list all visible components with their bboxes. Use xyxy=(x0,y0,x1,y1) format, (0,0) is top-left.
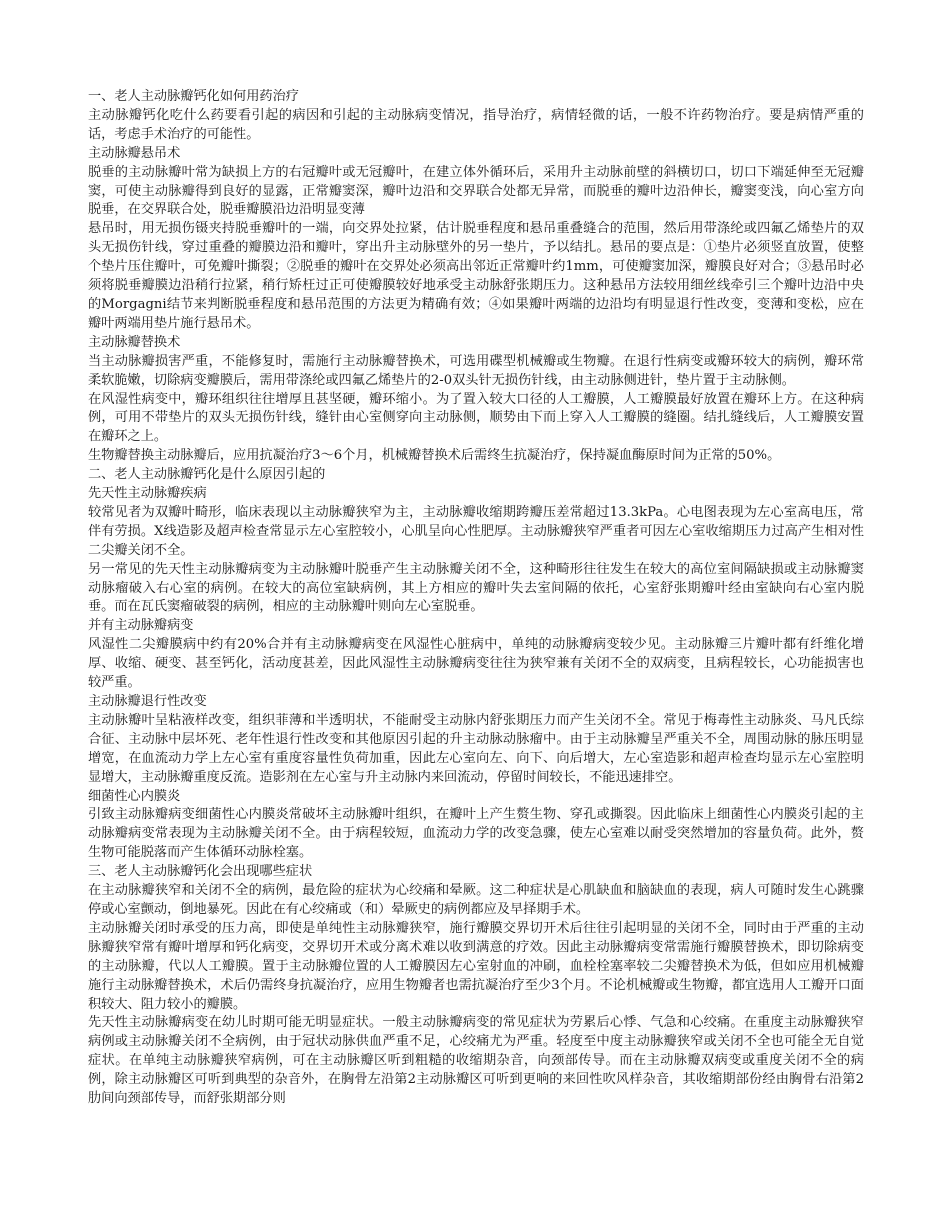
paragraph: 在风湿性病变中，瓣环组织往往增厚且甚坚硬，瓣环缩小。为了置入较大口径的人工瓣膜，人工瓣膜最好放置在瓣环上方。在这种病例，可用不带垫片的双头无损伤针线，缝针由心室侧穿向主动脉侧，顺势由下而上穿入人工瓣膜的缝圈。结扎缝线后，人工瓣膜安置在瓣环之上。 xyxy=(88,391,864,445)
document-body xyxy=(88,88,864,1109)
subsection-title: 并有主动脉瓣病变 xyxy=(88,618,194,634)
subsection-title: 主动脉瓣退行性改变 xyxy=(88,694,207,709)
paragraph: 悬吊时，用无损伤镊夹持脱垂瓣叶的一端，向交界处拉紧，估计脱垂程度和悬吊重叠缝合的范围，然后用带涤纶或四氟乙烯垫片的双头无损伤针线，穿过重叠的瓣膜边沿和瓣叶，穿出升主动脉壁外的另一垫片，予以结扎。悬吊的要点是：①垫片必须竖直放置，使整个垫片压住瓣叶，可免瓣叶撕裂；②脱垂的瓣叶在交界处必须高出邻近正常瓣叶约1mm，可使瓣窦加深，瓣膜良好对合；③悬吊时必须将脱垂瓣膜边沿稍行拉紧，稍行矫枉过正可使瓣膜较好地承受主动脉舒张期压力。这种悬吊方法较用细丝线牵引三个瓣叶边沿中央的Morgagni结节来判断脱垂程度和悬吊范围的方法更为精确有效；④如果瓣叶两端的边沿均有明显退行性改变，变薄和变松，应在瓣叶两端用垫片施行悬吊术。 xyxy=(88,221,864,331)
subsection-title: 先天性主动脉瓣疾病 xyxy=(88,486,207,502)
subsection-title: 细菌性心内膜炎 xyxy=(88,788,181,804)
subsection-title: 主动脉瓣悬吊术 xyxy=(88,145,181,161)
paragraph: 脱垂的主动脉瓣叶常为缺损上方的右冠瓣叶或无冠瓣叶，在建立体外循环后，采用升主动脉前壁的斜横切口，切口下端延伸至无冠瓣窦，可使主动脉瓣得到良好的显露，正常瓣窦深，瓣叶边沿和交界联合处都无异常，而脱垂的瓣叶边沿伸长，瓣窦变浅，向心室方向脱垂，在交界联合处，脱垂瓣膜沿边沿明显变薄 xyxy=(88,164,864,218)
section-heading: 一、老人主动脉瓣钙化如何用药治疗 xyxy=(88,89,299,104)
paragraph: 引致主动脉瓣病变细菌性心内膜炎常破坏主动脉瓣叶组织，在瓣叶上产生赘生物、穿孔或撕裂。因此临床上细菌性心内膜炎引起的主动脉瓣病变常表现为主动脉瓣关闭不全。由于病程较短，血流动力学的改变急骤，使左心室难以耐受突然增加的容量负荷。此外，赘生物可能脱落而产生体循环动脉栓塞。 xyxy=(88,807,864,861)
paragraph: 生物瓣替换主动脉瓣后，应用抗凝治疗3～6个月，机械瓣替换术后需终生抗凝治疗，保持凝血酶原时间为正常的50%。 xyxy=(88,448,781,464)
paragraph: 主动脉瓣钙化吃什么药要看引起的病因和引起的主动脉病变情况，指导治疗，病情轻微的话，一般不许药物治疗。要是病情严重的话，考虑手术治疗的可能性。 xyxy=(88,107,864,142)
section-heading: 二、老人主动脉瓣钙化是什么原因引起的 xyxy=(88,467,326,483)
paragraph: 风湿性二尖瓣膜病中约有20%合并有主动脉瓣病变在风湿性心脏病中，单纯的动脉瓣病变较少见。主动脉瓣三片瓣叶都有纤维化增厚、收缩、硬变、甚至钙化，活动度甚差，因此风湿性主动脉瓣病变往往为狭窄兼有关闭不全的双病变，且病程较长，心功能损害也较严重。 xyxy=(88,637,864,691)
paragraph: 另一常见的先天性主动脉瓣病变为主动脉瓣叶脱垂产生主动脉瓣关闭不全，这种畸形往往发生在较大的高位室间隔缺损或主动脉瓣窦动脉瘤破入右心室的病例。在较大的高位室缺病例，其上方相应的瓣叶失去室间隔的依托，心室舒张期瓣叶经由室缺向右心室内脱垂。而在瓦氏窦瘤破裂的病例，相应的主动脉瓣叶则向左心室脱垂。 xyxy=(88,561,864,615)
section-heading: 三、老人主动脉瓣钙化会出现哪些症状 xyxy=(88,864,313,880)
paragraph: 在主动脉瓣狭窄和关闭不全的病例，最危险的症状为心绞痛和晕厥。这二种症状是心肌缺血和脑缺血的表现，病人可随时发生心跳骤停或心室颤动，倒地暴死。因此在有心绞痛或（和）晕厥史的病例都应及早择期手术。 xyxy=(88,883,864,917)
subsection-title: 主动脉瓣替换术 xyxy=(88,334,181,350)
paragraph: 先天性主动脉瓣病变在幼儿时期可能无明显症状。一般主动脉瓣病变的常见症状为劳累后心悸、气急和心绞痛。在重度主动脉瓣狭窄病例或主动脉瓣关闭不全病例，由于冠状动脉供血严重不足，心绞痛尤为严重。轻度至中度主动脉瓣狭窄或关闭不全也可能全无自觉症状。在单纯主动脉瓣狭窄病例，可在主动脉瓣区听到粗糙的收缩期杂音，向颈部传导。而在主动脉瓣双病变或重度关闭不全的病例，除主动脉瓣区可听到典型的杂音外，在胸骨左沿第2主动脉瓣区可听到更响的来回性吹风样杂音，其收缩期部份经由胸骨右沿第2肋间向颈部传导，而舒张期部分则 xyxy=(88,1015,864,1107)
paragraph: 当主动脉瓣损害严重，不能修复时，需施行主动脉瓣替换术，可选用碟型机械瓣或生物瓣。在退行性病变或瓣环较大的病例，瓣环常柔软脆嫩，切除病变瓣膜后，需用带涤纶或四氟乙烯垫片的2-0双头针无损伤针线，由主动脉侧进针，垫片置于主动脉侧。 xyxy=(88,353,864,388)
paragraph: 主动脉瓣关闭时承受的压力高，即使是单纯性主动脉瓣狭窄，施行瓣膜交界切开术后往往引起明显的关闭不全，同时由于严重的主动脉瓣狭窄常有瓣叶增厚和钙化病变，交界切开术或分离术难以收到满意的疗效。因此主动脉瓣病变常需施行瓣膜替换术，即切除病变的主动脉瓣，代以人工瓣膜。置于主动脉瓣位置的人工瓣膜因左心室射血的冲刷，血栓栓塞率较二尖瓣替换术为低，但如应用机械瓣施行主动脉瓣替换术，术后仍需终身抗凝治疗，应用生物瓣者也需抗凝治疗至少3个月。不论机械瓣或生物瓣，都宜选用人工瓣开口面积较大、阻力较小的瓣膜。 xyxy=(88,920,864,1012)
paragraph: 较常见者为双瓣叶畸形，临床表现以主动脉瓣狭窄为主，主动脉瓣收缩期跨瓣压差常超过13.3kPa。心电图表现为左心室高电压，常伴有劳损。X线造影及超声检查常显示左心室腔较小，心肌呈向心性肥厚。主动脉瓣狭窄严重者可因左心室收缩期压力过高产生相对性二尖瓣关闭不全。 xyxy=(88,504,864,558)
paragraph: 主动脉瓣叶呈粘液样改变，组织菲薄和半透明状，不能耐受主动脉内舒张期压力而产生关闭不全。常见于梅毒性主动脉炎、马凡氏综合征、主动脉中层坏死、老年性退行性改变和其他原因引起的升主动脉动脉瘤中。由于主动脉瓣呈严重关不全，周围动脉的脉压明显增宽，在血流动力学上左心室有重度容量性负荷加重，因此左心室向左、向下、向后增大，左心室造影和超声检查均显示左心室腔明显增大，主动脉瓣重度反流。造影剂在左心室与升主动脉内来回流动，停留时间较长，不能迅速排空。 xyxy=(88,712,864,785)
